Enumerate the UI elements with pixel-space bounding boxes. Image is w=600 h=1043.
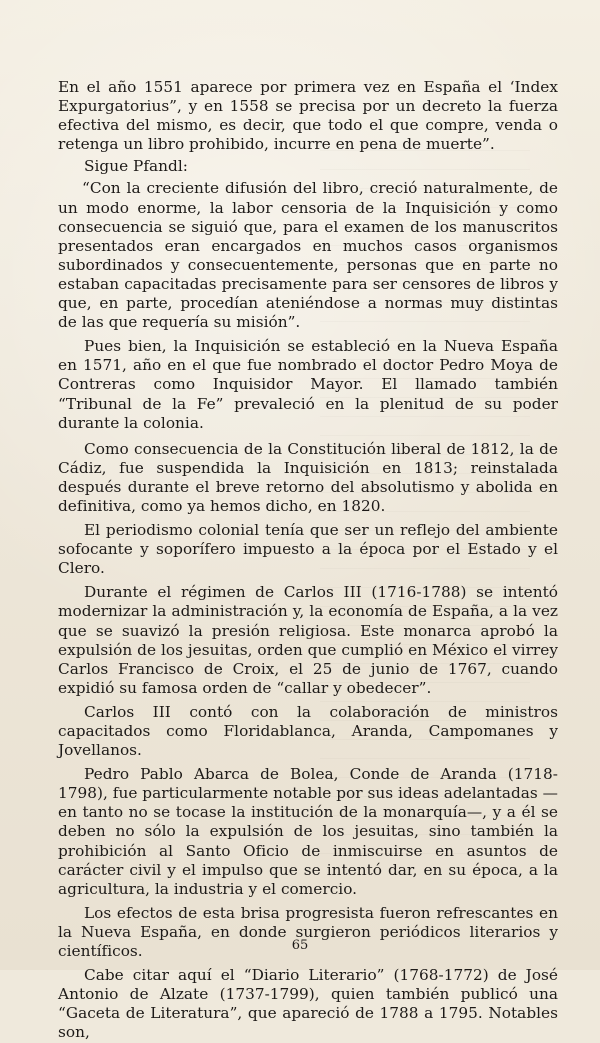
paragraph-progressive-effects: Los efectos de esta brisa progresista fueron refrescantes en la Nueva España, en donde surgieron periódicos literarios y científicos.: [58, 903, 558, 961]
page-number: 65: [291, 938, 309, 953]
paragraph-cadiz-constitution: Como consecuencia de la Constitución liberal de 1812, la de Cádiz, fue suspendida la Inquisición en 1813; reinstalada después durante el breve retorno del absolutismo y abolida en definitiva, como ya hemos dicho, en 1820.: [58, 439, 558, 515]
paragraph-carlos-iii-ministers: Carlos III contó con la colaboración de ministros capacitados como Floridablanca, Aranda, Campomanes y Jovellanos.: [58, 702, 558, 760]
paragraph-pfandl-quote: “Con la creciente difusión del libro, creció naturalmente, de un modo enorme, la labor censoria de la Inquisición y como consecuencia se siguió que, para el examen de los manuscritos presentados eran encargados en muchos casos organismos subordinados y consecuentemente, personas que en parte no estaban capacitadas precisamente para ser censores de libros y que, en parte, procedían ateniéndose a normas muy distintas de las que requería su misión”.: [58, 179, 558, 332]
paragraph-sigue-pfandl: Sigue Pfandl:: [84, 157, 188, 176]
paragraph-index-expurgatorius: En el año 1551 aparece por primera vez en España el ‘Index Expurgatorius”, y en 1558 se precisa por un decreto la fuerza efectiva del mismo, es decir, que todo el que compre, venda o retenga un libro prohibido, incurre en pena de muerte”.: [58, 78, 558, 154]
paragraph-diario-literario: Cabe citar aquí el “Diario Literario” (1768-1772) de José Antonio de Alzate (1737-1799), quien también publicó una “Gaceta de Literatura”, que apareció de 1788 a 1795. Notables son,: [58, 966, 558, 1042]
paragraph-inquisition-new-spain: Pues bien, la Inquisición se estableció en la Nueva España en 1571, año en el que fue nombrado el doctor Pedro Moya de Contreras como Inquisidor Mayor. El llamado también “Tribunal de la Fe” prevaleció en la plenitud de su poder durante la colonia.: [58, 337, 558, 432]
paragraph-colonial-journalism: El periodismo colonial tenía que ser un reflejo del ambiente sofocante y soporífero impuesto a la época por el Estado y el Clero.: [58, 521, 558, 578]
page-text-block: [58, 78, 558, 1043]
paragraph-conde-de-aranda: Pedro Pablo Abarca de Bolea, Conde de Aranda (1718-1798), fue particularmente notable por sus ideas adelantadas —en tanto no se tocase la institución de la monarquía—, y a él se deben no sólo la expulsión de los jesuitas, sino también la prohibición al Santo Oficio de inmiscuirse en asuntos de carácter civil y el impulso que se intentó dar, en su época, a la agricultura, la industria y el comercio.: [58, 765, 558, 898]
paragraph-carlos-iii-regime: Durante el régimen de Carlos III (1716-1788) se intentó modernizar la administración y, la economía de España, a la vez que se suavizó la presión religiosa. Este monarca aprobó la expulsión de los jesuitas, orden que cumplió en México el virrey Carlos Francisco de Croix, el 25 de junio de 1767, cuando expidió su famosa orden de “callar y obedecer”.: [58, 583, 558, 697]
